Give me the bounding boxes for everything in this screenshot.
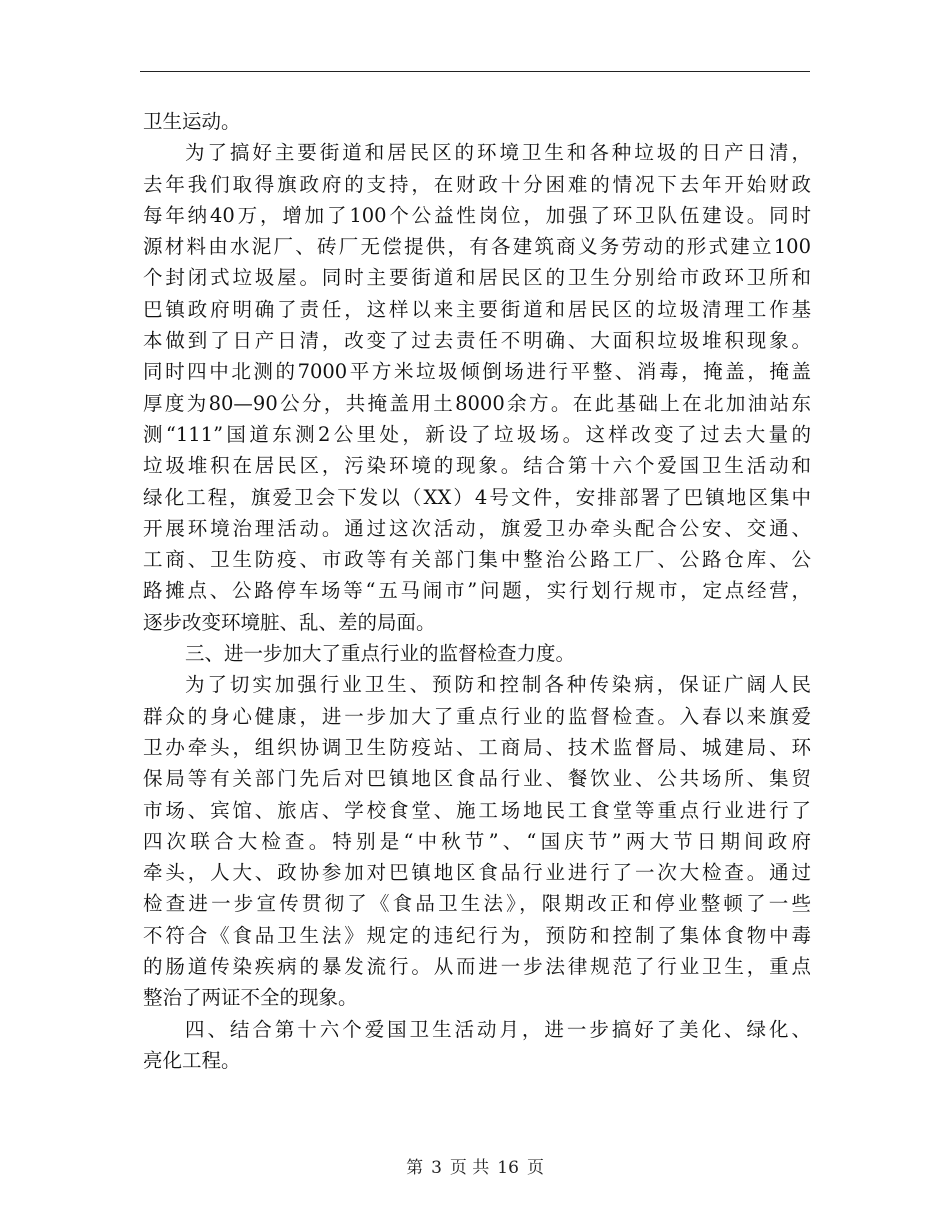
text-line: 厚度为80—90公分，共掩盖用土8000余方。在此基础上在北加油站东 [143,391,811,415]
text-line: 开展环境治理活动。通过这次活动，旗爱卫办牵头配合公安、交通、 [143,516,811,540]
text-line: 的肠道传染疾病的暴发流行。从而进一步法律规范了行业卫生，重点 [143,955,811,979]
document-body [143,106,811,1076]
text-line: 三、进一步加大了重点行业的监督检查力度。 [185,642,576,666]
text-line: 亮化工程。 [143,1048,241,1072]
text-line: 每年纳40万，增加了100个公益性岗位，加强了环卫队伍建设。同时 [143,203,811,227]
text-line: 巴镇政府明确了责任，这样以来主要街道和居民区的垃圾清理工作基 [143,297,811,321]
paragraph [143,1014,811,1077]
text-line: 牵头，人大、政协参加对巴镇地区食品行业进行了一次大检查。通过 [143,861,811,885]
text-line: 测“111”国道东测2公里处，新设了垃圾场。这样改变了过去大量的 [143,422,811,446]
paragraph [143,669,811,1013]
text-line: 为了搞好主要街道和居民区的环境卫生和各种垃圾的日产日清， [185,141,811,165]
paragraph [143,106,811,137]
text-line: 逐步改变环境脏、乱、差的局面。 [143,610,436,634]
text-line: 卫办牵头，组织协调卫生防疫站、工商局、技术监督局、城建局、环 [143,735,811,759]
current-page-number: 3 [431,1158,442,1178]
total-page-count: 16 [497,1158,519,1178]
text-line: 去年我们取得旗政府的支持，在财政十分困难的情况下去年开始财政 [143,172,811,196]
text-line: 检查进一步宣传贯彻了《食品卫生法》，限期改正和停业整顿了一些 [143,892,811,916]
text-line: 绿化工程，旗爱卫会下发以（XX）4号文件，安排部署了巴镇地区集中 [143,485,811,509]
text-line: 群众的身心健康，进一步加大了重点行业的监督检查。入春以来旗爱 [143,704,811,728]
text-line: 四次联合大检查。特别是“中秋节”、“国庆节”两大节日期间政府 [143,829,811,853]
text-line: 垃圾堆积在居民区，污染环境的现象。结合第十六个爱国卫生活动和 [143,454,811,478]
text-line: 保局等有关部门先后对巴镇地区食品行业、餐饮业、公共场所、集贸 [143,767,811,791]
paragraph [143,638,811,669]
text-line: 个封闭式垃圾屋。同时主要街道和居民区的卫生分别给市政环卫所和 [143,266,811,290]
footer-middle: 页 共 [449,1158,490,1178]
footer-prefix: 第 [406,1158,424,1178]
page-footer [0,1153,950,1178]
text-line: 为了切实加强行业卫生、预防和控制各种传染病，保证广阔人民 [185,673,811,697]
text-line: 本做到了日产日清，改变了过去责任不明确、大面积垃圾堆积现象。 [143,329,811,353]
text-line: 四、结合第十六个爱国卫生活动月，进一步搞好了美化、绿化、 [185,1017,811,1041]
text-line: 路摊点、公路停车场等“五马闹市”问题，实行划行规市，定点经营， [143,579,811,603]
text-line: 整治了两证不全的现象。 [143,986,358,1010]
text-line: 市场、宾馆、旅店、学校食堂、施工场地民工食堂等重点行业进行了 [143,798,811,822]
text-line: 工商、卫生防疫、市政等有关部门集中整治公路工厂、公路仓库、公 [143,548,811,572]
footer-suffix: 页 [526,1158,544,1178]
text-line: 同时四中北测的7000平方米垃圾倾倒场进行平整、消毒，掩盖，掩盖 [143,360,811,384]
text-line: 源材料由水泥厂、砖厂无偿提供，有各建筑商义务劳动的形式建立100 [143,235,811,259]
paragraph [143,137,811,638]
text-line: 卫生运动。 [143,110,241,133]
text-line: 不符合《食品卫生法》规定的违纪行为，预防和控制了集体食物中毒 [143,923,811,947]
header-rule [140,71,810,72]
